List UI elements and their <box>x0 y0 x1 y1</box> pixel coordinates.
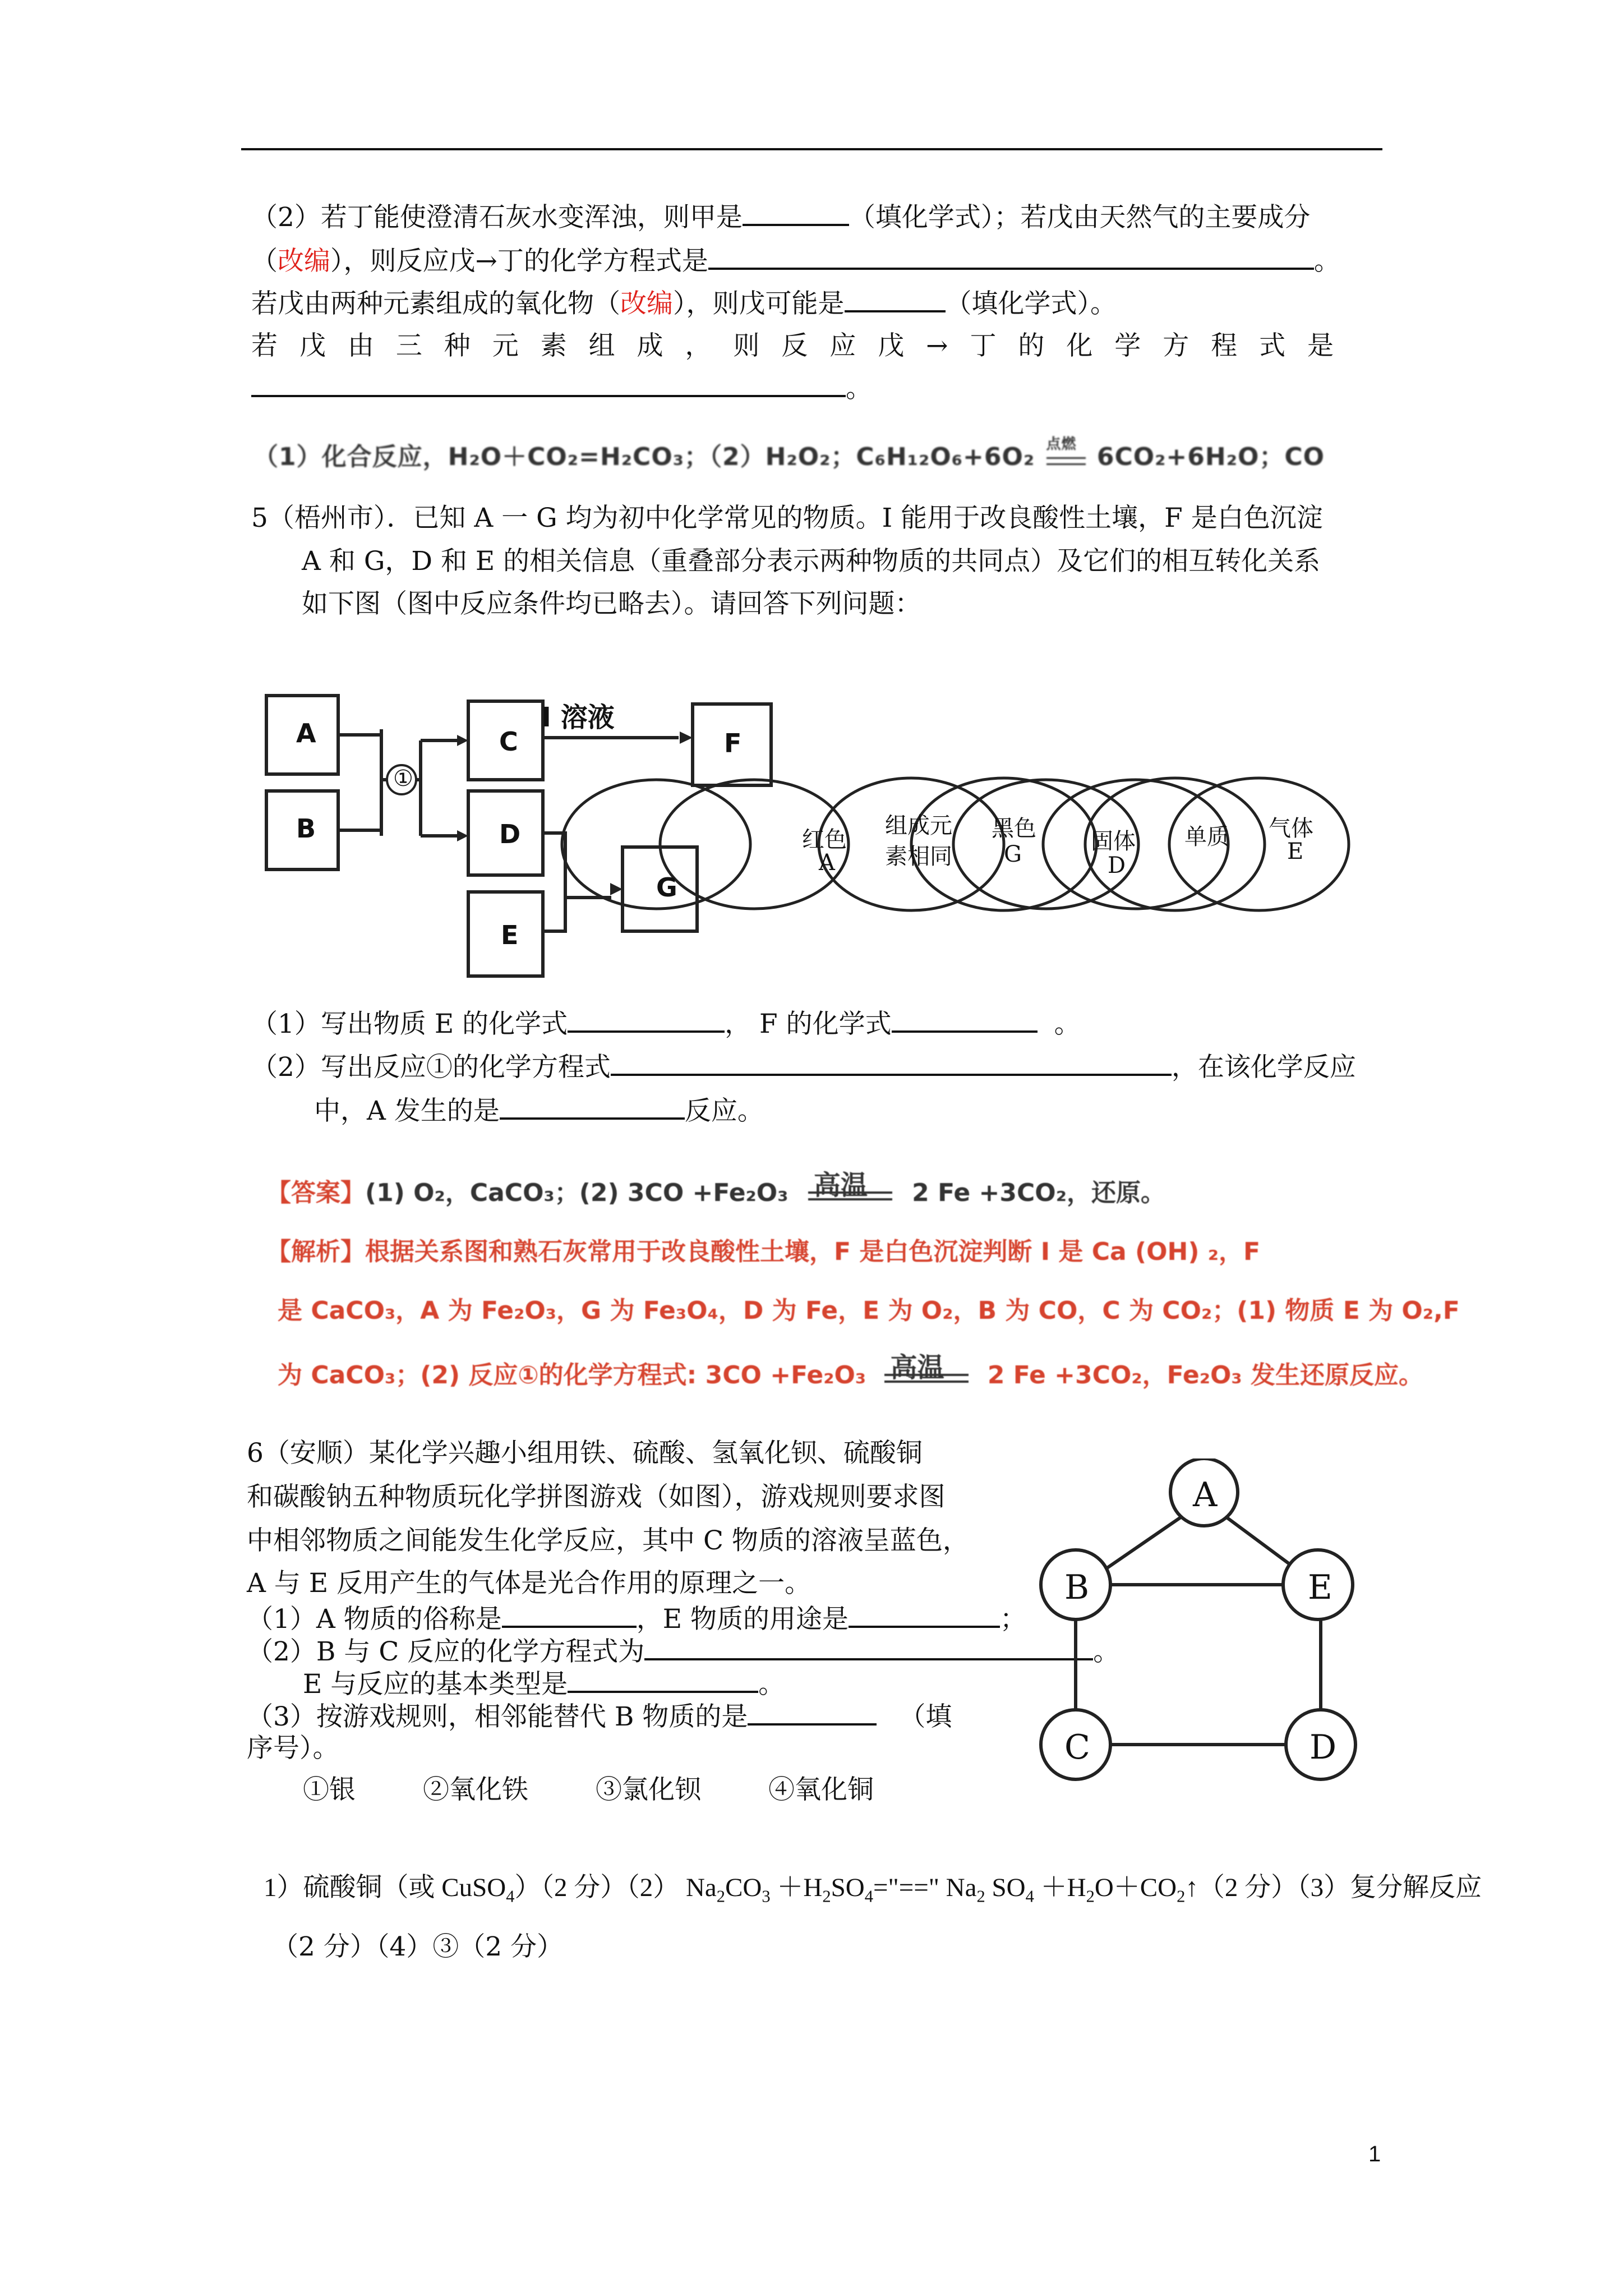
q4-line2-b: 丁的化学方程式是 <box>497 246 708 277</box>
q6-line1: 6（安顺）某化学兴趣小组用铁、硫酸、氢氧化钡、硫酸铜 <box>247 1438 923 1469</box>
q6-line9: 序号）。 <box>247 1733 339 1764</box>
header-rule <box>241 148 1382 150</box>
sub: 2 <box>822 1887 831 1906</box>
q5-question1 <box>251 1006 1081 1041</box>
label-d: D <box>499 819 521 849</box>
venn2-right-letter: E <box>1287 839 1304 864</box>
venn2-left-label: 固体 <box>1091 829 1136 854</box>
sub: 2 <box>976 1887 985 1906</box>
venn1-left-letter: A <box>819 850 835 876</box>
q4-open-paren: （ <box>251 246 278 277</box>
q6-answer-e: SO <box>831 1873 865 1902</box>
q4-line2 <box>251 243 1340 278</box>
sub: 4 <box>506 1887 515 1906</box>
node-c-label: C <box>1064 1728 1090 1767</box>
q6-answer-a: 1）硫酸铜（或 CuSO <box>264 1873 506 1902</box>
q5-answer2-text: 根据关系图和熟石灰常用于改良酸性土壤，F 是白色沉淀判断 I 是 Ca (OH) ₂，F <box>365 1237 1261 1266</box>
q5-question2-a: （2）写出反应①的化学方程式 <box>251 1052 611 1083</box>
blank <box>849 1601 1000 1628</box>
node-d-label: D <box>1310 1728 1337 1767</box>
label-a: A <box>296 718 316 748</box>
q6-answer-c: CO <box>725 1873 762 1902</box>
answer-tag: 【答案】 <box>266 1179 365 1207</box>
q6-line6-a: （2）B 与 C 反应的化学方程式为 <box>247 1636 645 1667</box>
q4-line1-b: （填化学式）；若戊由天然气的主要成分 <box>849 202 1311 233</box>
condition-label: 高温 <box>890 1352 944 1383</box>
venn1-right-letter: G <box>1004 841 1022 867</box>
q5-answer1-text: (1) O₂，CaCO₃；(2) 3CO +Fe₂O₃ <box>365 1179 789 1207</box>
q5-question1-a: （1）写出物质 E 的化学式 <box>251 1009 568 1039</box>
q5-question1-b: ， F 的化学式 <box>725 1009 892 1039</box>
q5-answer-line1 <box>266 1172 1165 1208</box>
q5-question2 <box>251 1049 1356 1084</box>
solution-label: I 溶液 <box>541 702 615 733</box>
q6-line8-b: （填 <box>899 1701 952 1732</box>
blank <box>611 1049 1172 1076</box>
q6-line5-b: ，E 物质的用途是 <box>636 1604 849 1635</box>
venn2-left-letter: D <box>1108 853 1126 878</box>
blank <box>500 1093 685 1120</box>
q6-line5 <box>247 1601 1026 1636</box>
q6-answer-i: O＋CO <box>1094 1873 1177 1902</box>
node-e-label: E <box>1308 1568 1332 1607</box>
reaction-1-label: ① <box>393 766 413 792</box>
sub: 4 <box>1025 1887 1034 1906</box>
blank <box>251 370 846 397</box>
q6-answer-h: ＋H <box>1034 1873 1086 1902</box>
sub: 2 <box>1086 1887 1095 1906</box>
blank <box>502 1601 637 1628</box>
blank <box>743 199 849 226</box>
q6-line8-a: （3）按游戏规则，相邻能替代 B 物质的是 <box>247 1701 748 1732</box>
label-e: E <box>501 920 519 950</box>
q6-answer-j: ↑（2 分）（3）复分解反应 <box>1185 1873 1482 1902</box>
q6-answer-line2: （2 分）（4）③（2 分） <box>272 1931 564 1962</box>
node-a-label: A <box>1193 1475 1218 1515</box>
q6-answer-f: ="==" Na <box>873 1873 977 1902</box>
q4-answer-text: （1）化合反应，H₂O＋CO₂=H₂CO₃；（2）H₂O₂；C₆H₁₂O₆+6O₂ <box>253 443 1035 471</box>
analysis-tag: 【解析】 <box>266 1237 365 1266</box>
blank <box>892 1006 1038 1033</box>
adapted-tag: 改编 <box>620 288 673 319</box>
q5-question2-c: 中，A 发生的是 <box>314 1096 500 1126</box>
option-2: ②氧化铁 <box>423 1774 528 1805</box>
q6-line5-a: （1）A 物质的俗称是 <box>247 1604 502 1635</box>
q6-line4: A 与 E 反用产生的气体是光合作用的原理之一。 <box>247 1568 811 1599</box>
q4-line3 <box>251 286 1117 321</box>
label-b: B <box>296 813 316 844</box>
q4-line2-a: ），则反应戊 <box>330 246 476 277</box>
venn1-mid-label1: 组成元 <box>885 813 952 839</box>
sub: 2 <box>716 1887 726 1906</box>
q5-question2-b: ，在该化学反应 <box>1171 1052 1356 1083</box>
venn1-right-label: 黑色 <box>992 816 1036 841</box>
q4-answer <box>253 436 1325 472</box>
blank <box>644 1634 1093 1660</box>
blank <box>568 1666 758 1693</box>
venn1-left-label: 红色 <box>802 827 847 853</box>
q4-line3-a: 若戊由两种元素组成的氧化物（ <box>251 288 620 319</box>
q4-line3-b: ），则戊可能是 <box>673 288 845 319</box>
page-number: 1 <box>1368 2142 1381 2166</box>
venn1-mid-label2: 素相同 <box>885 844 952 869</box>
q6-answer-g: SO <box>985 1873 1026 1902</box>
q6-line7-a: E 与反应的基本类型是 <box>303 1669 568 1700</box>
q4-line1 <box>251 199 1310 234</box>
condition-label: 高温 <box>813 1170 868 1201</box>
q6-answer-b: ）（2 分）（2） Na <box>514 1873 717 1902</box>
q4-line2-c: 。 <box>1313 246 1340 277</box>
q5-answer-line2 <box>266 1231 1260 1267</box>
q4-answer-tail: 6CO₂+6H₂O；CO <box>1096 443 1325 471</box>
sub: 4 <box>864 1887 873 1906</box>
option-3: ③氯化钡 <box>596 1774 701 1805</box>
q4-line4: 若 戊 由 三 种 元 素 组 成 ， 则 反 应 戊 → 丁 的 化 学 方 程 式 是 <box>251 330 1334 361</box>
q4-line5 <box>251 370 872 406</box>
q5-answer1-tail: 2 Fe +3CO₂，还原。 <box>912 1179 1165 1207</box>
option-1: ①银 <box>303 1774 356 1805</box>
label-f: F <box>724 728 742 758</box>
q4-line1-a: （2）若丁能使澄清石灰水变浑浊，则甲是 <box>251 202 743 233</box>
node-b-label: B <box>1064 1568 1090 1607</box>
blank <box>748 1699 877 1726</box>
arrow: → <box>475 246 497 277</box>
blank <box>708 243 1314 270</box>
q5-line2: A 和 G，D 和 E 的相关信息（重叠部分表示两种物质的共同点）及它们的相互转化关系 <box>302 546 1321 577</box>
q4-line5-end: 。 <box>846 373 872 404</box>
q4-line3-c: （填化学式）。 <box>945 288 1117 319</box>
sub: 3 <box>762 1887 771 1906</box>
q6-options <box>303 1773 874 1807</box>
q5-answer4-text: 为 CaCO₃；(2) 反应①的化学方程式: 3CO +Fe₂O₃ <box>278 1361 866 1389</box>
q5-line3: 如下图（图中反应条件均已略去）。请回答下列问题： <box>302 588 921 619</box>
q6-line5-c: ； <box>1000 1604 1027 1635</box>
condition-label: 点燃 <box>1046 436 1077 453</box>
venn2-mid-label: 单质 <box>1184 824 1229 850</box>
q5-answer-line3: 是 CaCO₃，A 为 Fe₂O₃，G 为 Fe₃O₄，D 为 Fe，E 为 O₂，B 为 CO，C 为 CO₂；(1) 物质 E 为 O₂,F <box>278 1296 1460 1325</box>
q6-line7-b: 。 <box>758 1669 785 1700</box>
q5-answer-line4 <box>278 1352 1424 1391</box>
option-4: ④氧化铜 <box>768 1774 874 1805</box>
adapted-tag: 改编 <box>278 246 330 277</box>
q5-answer4-tail: 2 Fe +3CO₂，Fe₂O₃ 发生还原反应。 <box>987 1361 1424 1389</box>
blank <box>568 1006 725 1033</box>
q6-line6-b: 。 <box>1093 1636 1120 1667</box>
q6-line3: 中相邻物质之间能发生化学反应，其中 C 物质的溶液呈蓝色， <box>247 1525 969 1556</box>
blank <box>845 286 946 312</box>
q5-question2-cont <box>314 1093 764 1128</box>
sub: 2 <box>1177 1887 1186 1906</box>
q6-line7 <box>303 1666 785 1701</box>
venn2-right-label: 气体 <box>1269 816 1313 841</box>
q5-question1-c: 。 <box>1054 1009 1081 1039</box>
q6-line6 <box>247 1634 1119 1669</box>
q5-question2-d: 反应。 <box>684 1096 764 1126</box>
q6-answer-line1 <box>264 1871 1482 1908</box>
label-g: G <box>656 872 677 903</box>
q5-line1: 5（梧州市）．已知 A 一 G 均为初中化学常见的物质。I 能用于改良酸性土壤，F 是白色沉淀 <box>251 503 1323 533</box>
label-c: C <box>499 726 518 757</box>
q6-line8 <box>247 1699 952 1734</box>
q6-line2: 和碳酸钠五种物质玩化学拼图游戏（如图），游戏规则要求图 <box>247 1481 946 1512</box>
q6-answer-d: ＋H <box>770 1873 823 1902</box>
